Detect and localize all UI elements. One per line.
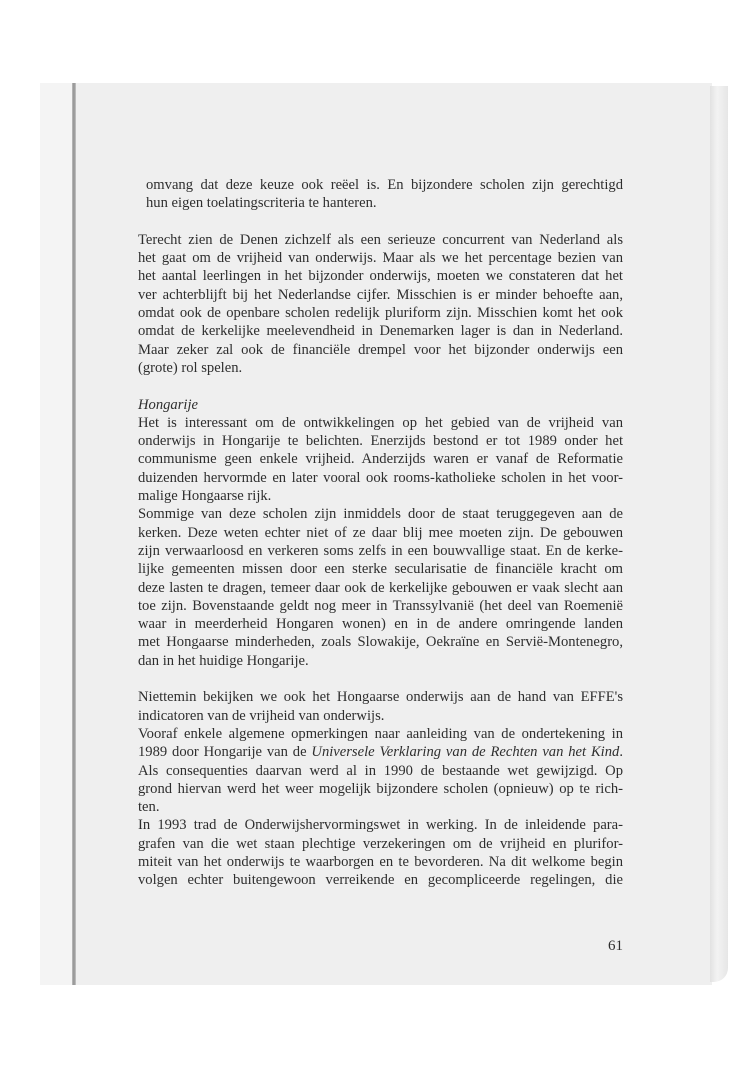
- text-line: grafen van die wet staan plechtige verzekeringen om de vrijheid en plurifor-: [138, 835, 623, 852]
- text-line: Vooraf enkele algemene opmerkingen naar aanleiding van de ondertekening in: [138, 725, 623, 742]
- text-line: lijke gemeenten missen door een sterke secularisatie de financiële kracht om: [138, 561, 623, 578]
- text-segment: 1989 door Hongarije van de: [138, 744, 312, 761]
- text-segment: .: [619, 744, 623, 761]
- text-line: hun eigen toelatingscriteria te hanteren.: [146, 195, 377, 212]
- text-line: indicatoren van de vrijheid van onderwijs.: [138, 707, 385, 724]
- page-stack-edge: [710, 86, 728, 982]
- text-line: Terecht zien de Denen zichzelf als een serieuze concurrent van Nederland als: [138, 231, 623, 248]
- text-line: het aantal leerlingen in het bijzonder onderwijs, moeten we constateren dat het: [138, 268, 623, 285]
- document-title-italic: Universele Verklaring van de Rechten van het Kind: [311, 744, 620, 761]
- text-line: met Hongaarse minderheden, zoals Slowakije, Oekraïne en Servië-Montenegro,: [138, 634, 623, 651]
- text-line: malige Hongaarse rijk.: [138, 488, 272, 505]
- text-line: onderwijs in Hongarije te belichten. Enerzijds bestond er tot 1989 onder het: [138, 433, 623, 450]
- text-line: deze lasten te dragen, temeer daar ook de kerkelijke gebouwen er vaak slecht aan: [138, 579, 623, 596]
- text-line: duizenden hervormde en later vooral ook rooms-katholieke scholen in het voor-: [138, 469, 623, 486]
- paragraph-gap: [138, 670, 623, 688]
- text-line: Maar zeker zal ook de financiële drempel voor het bijzonder onderwijs een: [138, 341, 623, 358]
- text-line: Niettemin bekijken we ook het Hongaarse onderwijs aan de hand van EFFE's: [138, 689, 623, 706]
- text-line: dan in het huidige Hongarije.: [138, 652, 309, 669]
- text-line: ten.: [138, 799, 160, 816]
- body-text: [138, 176, 623, 890]
- text-line: (grote) rol spelen.: [138, 359, 243, 376]
- text-line: omvang dat deze keuze ook reëel is. En bijzondere scholen zijn gerechtigd: [146, 177, 623, 193]
- text-line: omdat de kerkelijke meelevendheid in Denemarken lager is dan in Nederland.: [138, 323, 623, 340]
- book-spine: [72, 83, 76, 985]
- text-line: waar in meerderheid Hongaren wonen) en in de andere omringende landen: [138, 616, 623, 633]
- text-line: omdat ook de openbare scholen redelijk pluriform zijn. Misschien komt het ook: [138, 305, 623, 322]
- text-line: Sommige van deze scholen zijn inmiddels door de staat teruggegeven aan de: [138, 506, 623, 523]
- text-line: [138, 743, 623, 761]
- text-line: volgen echter buitengewoon verreikende en gecompliceerde regelingen, die: [138, 872, 623, 889]
- text-line: zijn verwaarloosd en verkeren soms zelfs in een bouwvallige staat. En de kerke-: [138, 542, 623, 559]
- text-line: het gaat om de vrijheid van onderwijs. Maar als we het percentage bezien van: [138, 250, 623, 267]
- text-line: communisme geen enkele vrijheid. Anderzijds waren er vanaf de Reformatie: [138, 451, 623, 468]
- page-number: 61: [608, 938, 623, 954]
- paragraph-gap: [138, 377, 623, 395]
- text-line: miteit van het onderwijs te waarborgen en te bevorderen. Na dit welkome begin: [138, 853, 623, 870]
- text-line: kerken. Deze weten echter niet of ze daar blij mee moeten zijn. De gebouwen: [138, 524, 623, 541]
- facing-page-edge: [40, 83, 73, 985]
- text-line: ver achterblijft bij het Nederlandse cijfer. Misschien is er minder behoefte aan,: [138, 286, 623, 303]
- section-heading: Hongarije: [138, 396, 198, 413]
- text-line: grond hiervan werd het weer mogelijk bijzondere scholen (opnieuw) op te rich-: [138, 780, 623, 797]
- text-line: In 1993 trad de Onderwijshervormingswet in werking. In de inleidende para-: [138, 817, 623, 834]
- text-line: Als consequenties daarvan werd al in 1990 de bestaande wet gewijzigd. Op: [138, 762, 623, 779]
- paragraph-gap: [138, 213, 623, 231]
- text-line: toe zijn. Bovenstaande geldt nog meer in Transsylvanië (het deel van Roemenië: [138, 597, 623, 614]
- text-line: Het is interessant om de ontwikkelingen op het gebied van de vrijheid van: [138, 414, 623, 431]
